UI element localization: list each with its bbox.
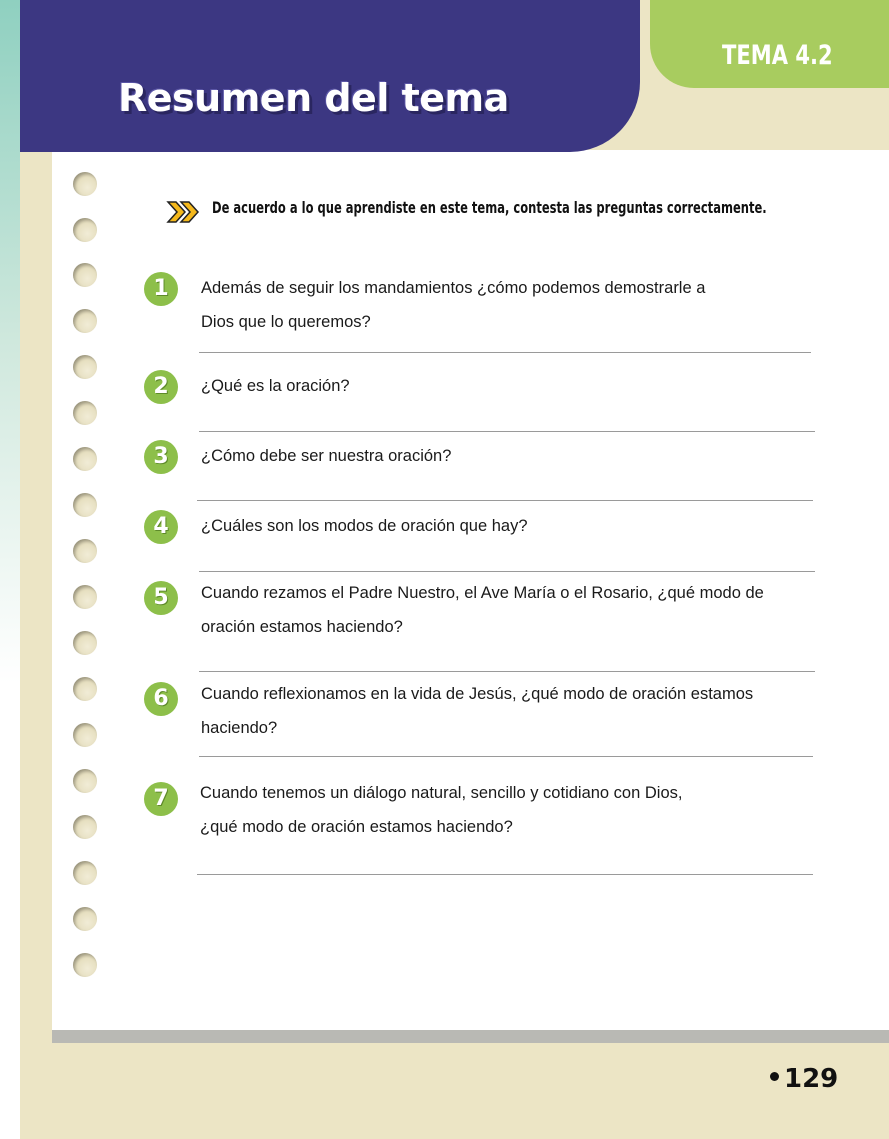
question-2 [201, 369, 811, 403]
double-chevron-icon [166, 199, 202, 225]
question-number-badge: 3 [144, 440, 178, 474]
answer-line[interactable] [199, 571, 815, 572]
notebook-hole [73, 401, 97, 425]
question-line: ¿Qué es la oración? [201, 377, 350, 395]
answer-line[interactable] [199, 756, 813, 757]
question-5 [201, 576, 841, 644]
question-line: ¿Cuáles son los modos de oración que hay? [201, 517, 528, 535]
question-line: ¿qué modo de oración estamos haciendo? [200, 818, 513, 836]
question-number-badge: 5 [144, 581, 178, 615]
page-title: Resumen del tema [118, 76, 509, 120]
paper-shadow [52, 1030, 889, 1043]
question-line: oración estamos haciendo? [201, 618, 403, 636]
question-number-badge: 2 [144, 370, 178, 404]
page-number [770, 1064, 838, 1094]
notebook-hole [73, 631, 97, 655]
notebook-hole [73, 447, 97, 471]
notebook-hole [73, 585, 97, 609]
question-line: Además de seguir los mandamientos ¿cómo podemos demostrarle a [201, 279, 706, 297]
notebook-hole [73, 815, 97, 839]
notebook-hole [73, 861, 97, 885]
notebook-hole [73, 493, 97, 517]
question-line: Cuando rezamos el Padre Nuestro, el Ave María o el Rosario, ¿qué modo de [201, 584, 764, 602]
question-6 [201, 677, 841, 745]
notebook-hole [73, 723, 97, 747]
question-1 [201, 271, 811, 339]
question-line: ¿Cómo debe ser nuestra oración? [201, 447, 452, 465]
question-number-badge: 1 [144, 272, 178, 306]
page-number-text: 129 [784, 1064, 839, 1094]
left-edge-strip [0, 0, 20, 1139]
question-line: haciendo? [201, 719, 278, 737]
question-number-badge: 7 [144, 782, 178, 816]
question-4 [201, 509, 811, 543]
tema-label: TEMA 4.2 [722, 40, 833, 71]
answer-line[interactable] [199, 352, 811, 353]
question-7 [200, 776, 810, 844]
answer-line[interactable] [199, 431, 815, 432]
question-3 [201, 439, 811, 473]
question-number-badge: 6 [144, 682, 178, 716]
notebook-hole [73, 953, 97, 977]
answer-line[interactable] [199, 671, 815, 672]
question-line: Cuando reflexionamos en la vida de Jesús, ¿qué modo de oración estamos [201, 685, 754, 703]
answer-line[interactable] [197, 500, 813, 501]
notebook-hole [73, 907, 97, 931]
question-line: Dios que lo queremos? [201, 313, 371, 331]
question-number-badge: 4 [144, 510, 178, 544]
notebook-hole [73, 263, 97, 287]
notebook-hole [73, 769, 97, 793]
notebook-hole [73, 172, 97, 196]
notebook-hole [73, 677, 97, 701]
bullet-icon [770, 1072, 779, 1081]
question-line: Cuando tenemos un diálogo natural, sencillo y cotidiano con Dios, [200, 784, 683, 802]
notebook-hole [73, 355, 97, 379]
notebook-hole [73, 539, 97, 563]
notebook-hole [73, 218, 97, 242]
notebook-hole [73, 309, 97, 333]
answer-line[interactable] [197, 874, 813, 875]
instruction-text: De acuerdo a lo que aprendiste en este tema, contesta las preguntas correctamente. [212, 198, 767, 217]
